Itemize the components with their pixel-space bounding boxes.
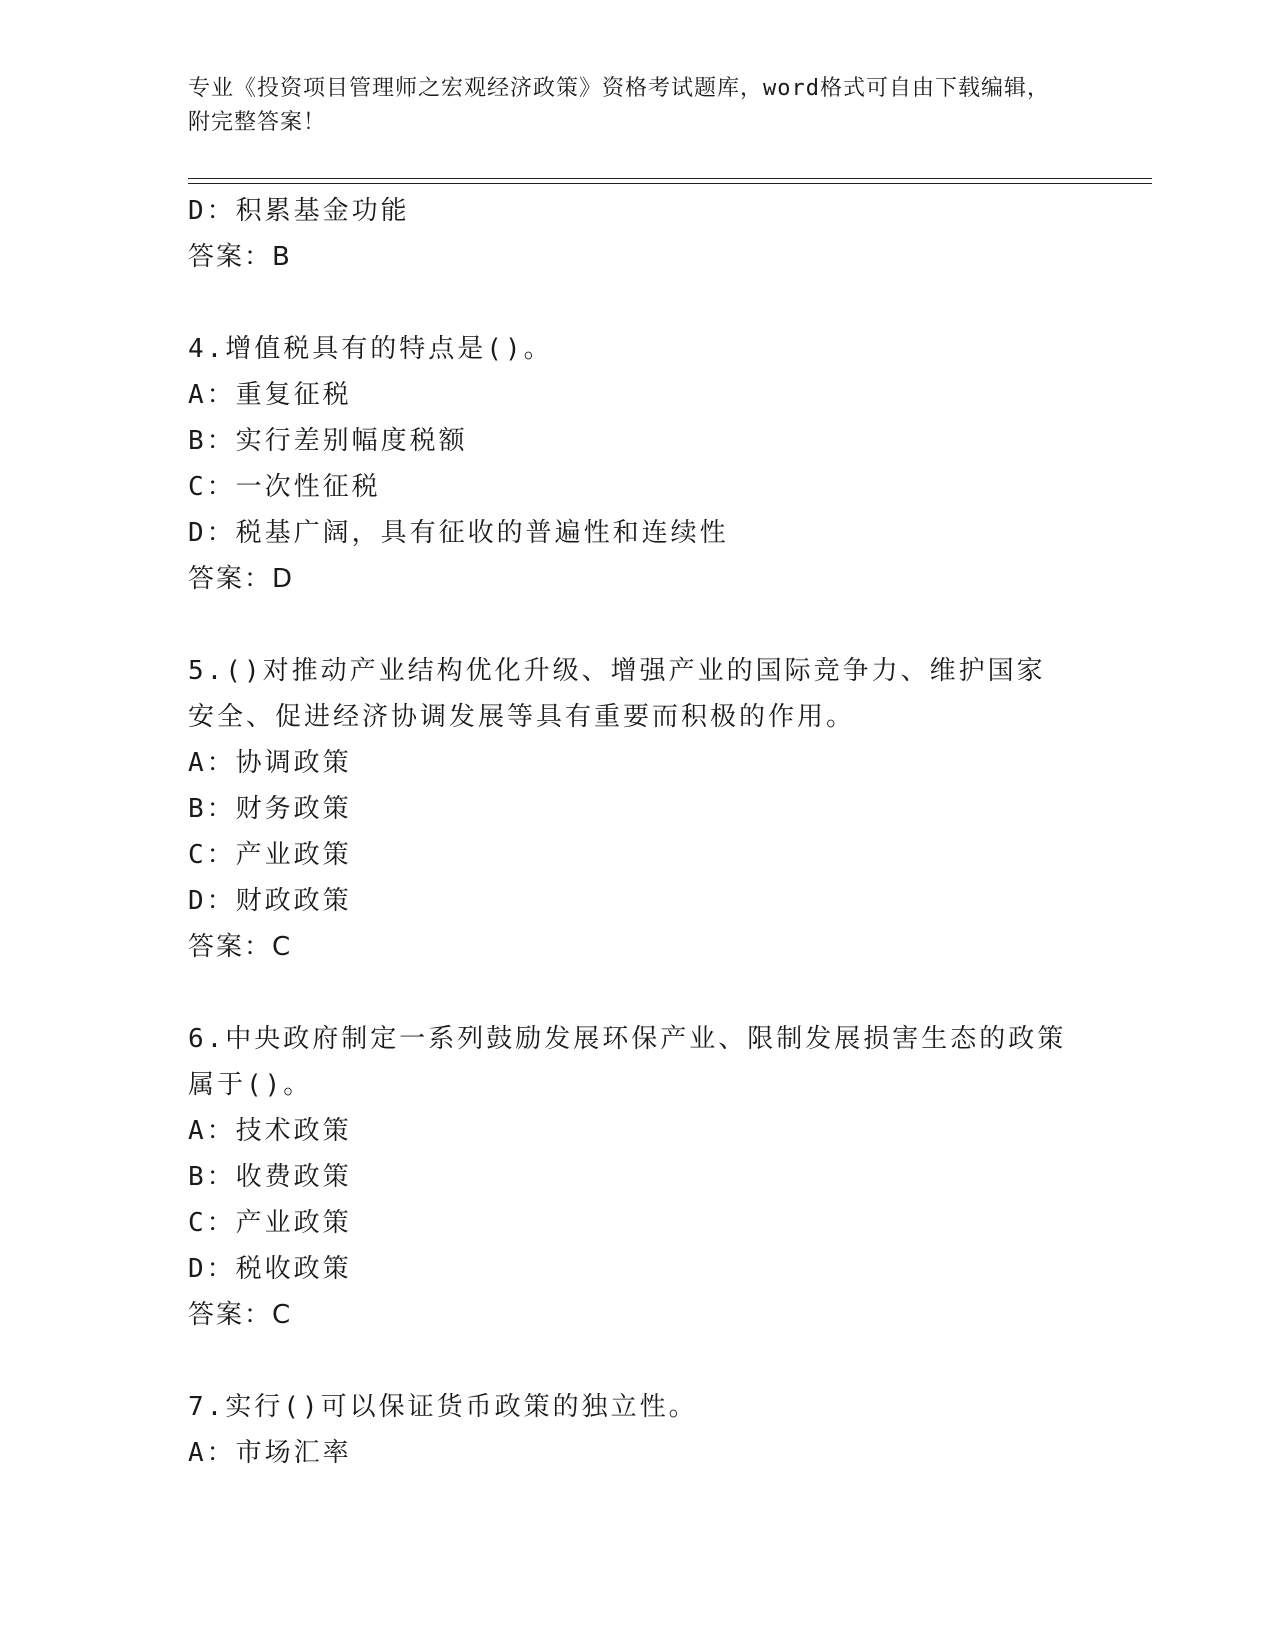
answer: 答案：B xyxy=(188,242,292,272)
header-rule-top xyxy=(188,178,1152,179)
question-text: 4.增值税具有的特点是()。 xyxy=(188,334,553,364)
option-d: D：财政政策 xyxy=(188,886,352,916)
question-text: 6.中央政府制定一系列鼓励发展环保产业、限制发展损害生态的政策属于()。 xyxy=(188,1024,1067,1100)
option-c: C：产业政策 xyxy=(188,1208,352,1238)
option-c: C：一次性征税 xyxy=(188,472,381,502)
option-d: D：税基广阔，具有征收的普遍性和连续性 xyxy=(188,518,729,548)
answer: 答案：C xyxy=(188,1300,293,1330)
question-text: 5.()对推动产业结构优化升级、增强产业的国际竞争力、维护国家安全、促进经济协调发展等具有重要而积极的作用。 xyxy=(188,656,1046,732)
question-6 xyxy=(188,1016,1088,1338)
answer: 答案：D xyxy=(188,564,295,594)
question-text: 7.实行()可以保证货币政策的独立性。 xyxy=(188,1392,698,1422)
option-d: D：积累基金功能 xyxy=(188,196,410,226)
question-list xyxy=(188,188,1088,1476)
option-d: D：税收政策 xyxy=(188,1254,352,1284)
document-header xyxy=(188,72,1068,140)
option-b: B：收费政策 xyxy=(188,1162,352,1192)
header-rule-bottom xyxy=(188,183,1152,184)
header-text: 专业《投资项目管理师之宏观经济政策》资格考试题库，word格式可自由下载编辑，附完整答案！ xyxy=(188,76,1050,135)
question-4 xyxy=(188,326,1088,602)
option-a: A：技术政策 xyxy=(188,1116,352,1146)
answer: 答案：C xyxy=(188,932,293,962)
option-a: A：协调政策 xyxy=(188,748,352,778)
option-a: A：市场汇率 xyxy=(188,1438,352,1468)
option-b: B：实行差别幅度税额 xyxy=(188,426,468,456)
option-c: C：产业政策 xyxy=(188,840,352,870)
question-7 xyxy=(188,1384,1088,1476)
question-5 xyxy=(188,648,1088,970)
option-b: B：财务政策 xyxy=(188,794,352,824)
previous-question-tail xyxy=(188,188,1088,280)
option-a: A：重复征税 xyxy=(188,380,352,410)
